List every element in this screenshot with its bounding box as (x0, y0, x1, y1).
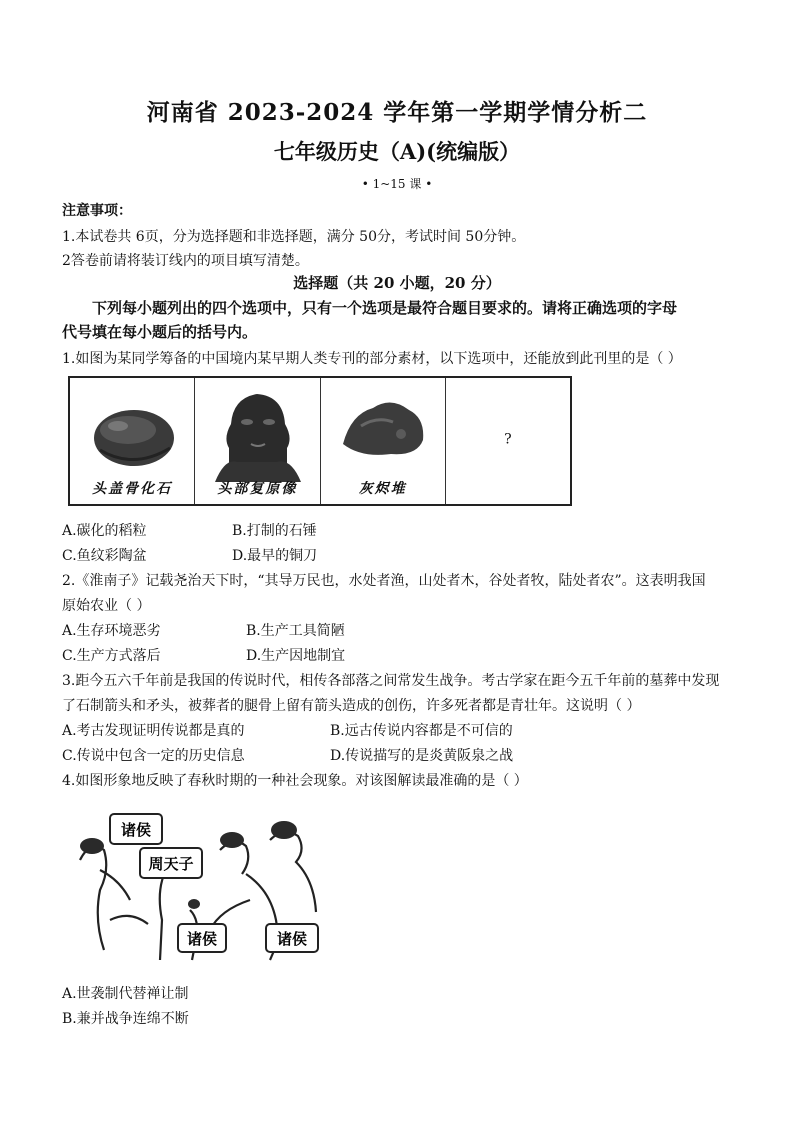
cartoon-label-vassal-right: 诸侯 (276, 930, 308, 948)
q2-option-d: D.生产因地制宜 (246, 648, 346, 664)
q1-option-a: A.碳化的稻粒 (62, 523, 147, 539)
skull-fossil-image (70, 378, 200, 478)
figure-label-ash: 灰烬堆 (358, 481, 407, 497)
figure-label-skull: 头盖骨化石 (92, 481, 173, 497)
question-4-stem: 4.如图形象地反映了春秋时期的一种社会现象。对该图解读最准确的是（ ） (62, 773, 528, 789)
q4-option-b: B.兼并战争连绵不断 (62, 1011, 189, 1027)
q2-option-b: B.生产工具简陋 (246, 623, 345, 639)
question-1-stem: 1.如图为某同学筹备的中国境内某早期人类专刊的部分素材，以下选项中，还能放到此刊里的是（ ） (62, 351, 682, 367)
exam-title: 河南省 2023-2024 学年第一学期学情分析二 (146, 99, 648, 126)
q3-option-b: B.远古传说内容都是不可信的 (330, 723, 513, 739)
q2-option-a: A.生存环境恶劣 (62, 623, 161, 639)
figure-cell-skull (70, 378, 195, 504)
question-3-stem-line1: 3.距今五六千年前是我国的传说时代，相传各部落之间常发生战争。考古学家在距今五千年前的墓葬中发现 (62, 673, 720, 689)
q3-option-d: D.传说描写的是炎黄阪泉之战 (330, 748, 514, 764)
q4-option-a: A.世袭制代替禅让制 (62, 986, 189, 1002)
lesson-range: • 1~15 课 • (361, 177, 433, 191)
note-item-2: 2答卷前请将装订线内的项目填写清楚。 (62, 253, 309, 269)
q2-option-c: C.生产方式落后 (62, 648, 161, 664)
section-instruction-line2: 代号填在每小题后的括号内。 (62, 323, 258, 341)
q1-option-d: D.最早的铜刀 (232, 548, 318, 564)
question-4-cartoon (70, 800, 330, 966)
figure-question-mark: ? (504, 431, 512, 448)
figure-label-head: 头部复原像 (217, 481, 298, 497)
q1-option-c: C.鱼纹彩陶盆 (62, 548, 147, 564)
figure-cell-head-reconstruction (195, 378, 320, 504)
cartoon-label-vassal-middle: 诸侯 (186, 930, 218, 948)
note-item-1: 1.本试卷共 6页，分为选择题和非选择题，满分 50分，考试时间 50分钟。 (62, 229, 526, 245)
notes-heading: 注意事项： (62, 203, 132, 219)
figure-cell-ash-pile (321, 378, 446, 504)
question-2-stem-line1: 2.《淮南子》记载尧治天下时，“其导万民也，水处者渔，山处者木，谷处者牧，陆处者农”。这表明我国 (62, 573, 706, 589)
exam-subtitle: 七年级历史（A)(统编版） (273, 139, 521, 164)
cartoon-label-vassal-top: 诸侯 (120, 821, 152, 839)
ash-pile-image (321, 378, 445, 478)
section-title: 选择题（共 20 小题，20 分） (293, 274, 501, 292)
q1-option-b: B.打制的石锤 (232, 523, 317, 539)
head-reconstruction-image (195, 378, 319, 482)
question-1-figure (68, 376, 572, 506)
section-instruction-line1: 下列每小题列出的四个选项中，只有一个选项是最符合题目要求的。请将正确选项的字母 (92, 299, 678, 317)
question-3-stem-line2: 了石制箭头和矛头，被葬者的腿骨上留有箭头造成的创伤，许多死者都是青壮年。这说明（ ） (62, 698, 641, 714)
question-2-stem-line2: 原始农业（ ） (62, 598, 151, 614)
figure-cell-unknown (446, 378, 570, 504)
q3-option-c: C.传说中包含一定的历史信息 (62, 748, 245, 764)
cartoon-label-king: 周天子 (148, 855, 194, 873)
q3-option-a: A.考古发现证明传说都是真的 (62, 723, 245, 739)
